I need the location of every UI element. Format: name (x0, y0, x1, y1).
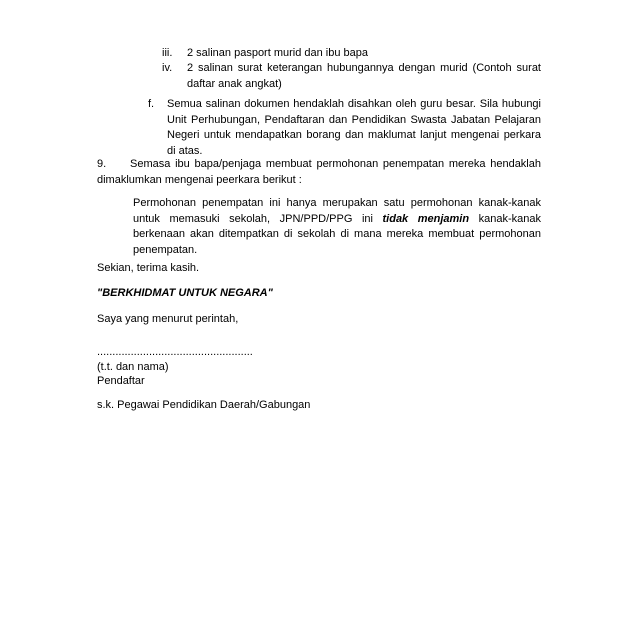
paragraph-9 (97, 157, 541, 188)
notice-text-before: Permohonan penempatan ini hanya merupakan satu permohonan kanak-kanak untuk memasuki sekolah, JPN/PPD/PPG ini (133, 197, 541, 225)
signature-label: (t.t. dan nama) (97, 361, 169, 373)
notice-text-after: kanak-kanak berkenaan akan ditempatkan di sekolah di mana mereka membuat permohonan penempatan. (133, 212, 541, 256)
list-text: Semua salinan dokumen hendaklah disahkan oleh guru besar. Sila hubungi Unit Perhubungan, Pendaftaran dan Pendidikan Swasta Jabatan Pelajaran Negeri untuk mendapatkan borang dan maklumat lanjut mengenai perkara di atas. (167, 98, 541, 157)
signature-line: ................................................... (97, 346, 253, 358)
role-text: Pendaftar (97, 375, 145, 387)
closing-text: Sekian, terima kasih. (97, 262, 200, 274)
cc-text: s.k. Pegawai Pendidikan Daerah/Gabungan (97, 399, 311, 411)
list-text: 2 salinan surat keterangan hubungannya dengan murid (Contoh surat daftar anak angkat) (187, 62, 541, 90)
list-marker: iv. (162, 62, 173, 74)
obedient-text: Saya yang menurut perintah, (97, 313, 239, 325)
list-marker: f. (148, 98, 155, 110)
motto: "BERKHIDMAT UNTUK NEGARA" (97, 287, 273, 299)
list-marker: iii. (162, 47, 173, 59)
paragraph-text: Semasa ibu bapa/penjaga membuat permohonan penempatan mereka hendaklah dimaklumkan mengenai peerkara berikut : (97, 158, 541, 186)
list-text: 2 salinan pasport murid dan ibu bapa (187, 47, 369, 59)
paragraph-number: 9. (97, 158, 107, 170)
notice-emphasis: tidak menjamin (382, 212, 470, 225)
notice-paragraph (133, 196, 541, 258)
